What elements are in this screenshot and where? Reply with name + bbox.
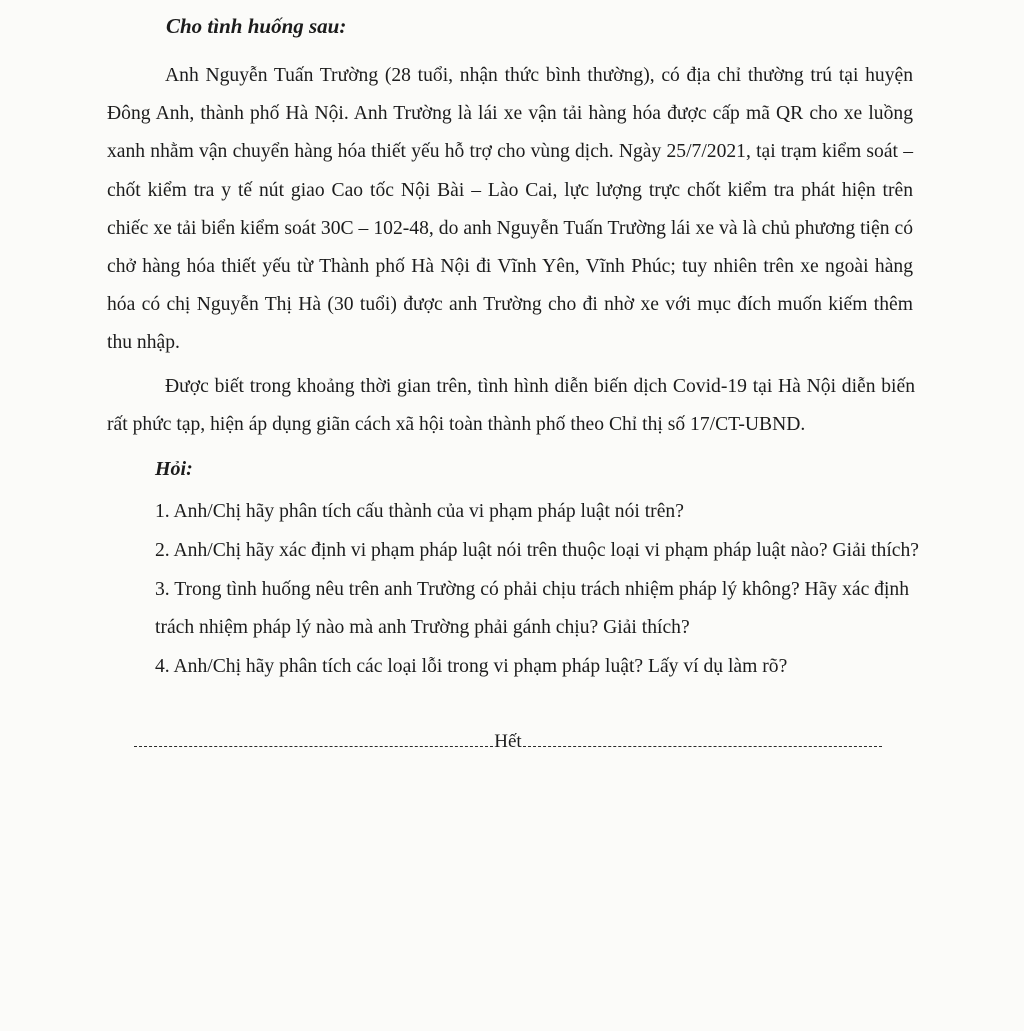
- end-marker: [134, 728, 882, 756]
- context-paragraph: Được biết trong khoảng thời gian trên, tình hình diễn biến dịch Covid-19 tại Hà Nội diễn biến rất phức tạp, hiện áp dụng giãn cách xã hội toàn thành phố theo Chỉ thị số 17/CT-UBND.: [107, 376, 915, 436]
- question-3: 3. Trong tình huống nêu trên anh Trường có phải chịu trách nhiệm pháp lý không? Hãy xác định trách nhiệm pháp lý nào mà anh Trường phải gánh chịu? Giải thích?: [155, 578, 910, 639]
- question-list: [155, 493, 925, 687]
- question-1: 1. Anh/Chị hãy phân tích cấu thành của vi phạm pháp luật nói trên?: [155, 501, 684, 522]
- question-4: 4. Anh/Chị hãy phân tích các loại lỗi trong vi phạm pháp luật? Lấy ví dụ làm rõ?: [155, 656, 788, 678]
- end-label: Hết: [494, 731, 522, 752]
- question-2: 2. Anh/Chị hãy xác định vi phạm pháp luật nói trên thuộc loại vi phạm pháp luật nào? Giải thích?: [155, 539, 919, 561]
- end-dash-left: [134, 746, 493, 747]
- end-dash-right: [523, 746, 882, 747]
- case-paragraph: Anh Nguyễn Tuấn Trường (28 tuổi, nhận thức bình thường), có địa chỉ thường trú tại huyện Đông Anh, thành phố Hà Nội. Anh Trường là lái xe vận tải hàng hóa được cấp mã QR cho xe luồng xanh nhằm vận chuyển hàng hóa thiết yếu hỗ trợ cho vùng dịch. Ngày 25/7/2021, tại trạm kiểm soát – chốt kiểm tra y tế nút giao Cao tốc Nội Bài – Lào Cai, lực lượng trực chốt kiểm tra phát hiện trên chiếc xe tải biển kiểm soát 30C – 102-48, do anh Nguyễn Tuấn Trường lái xe và là chủ phương tiện có chở hàng hóa thiết yếu từ Thành phố Hà Nội đi Vĩnh Yên, Vĩnh Phúc; tuy nhiên trên xe ngoài hàng hóa có chị Nguyễn Thị Hà (30 tuổi) được anh Trường cho đi nhờ xe với mục đích muốn kiếm thêm thu nhập.: [107, 65, 913, 354]
- situation-heading: Cho tình huống sau:: [166, 14, 347, 38]
- questions-heading: Hỏi:: [155, 458, 193, 480]
